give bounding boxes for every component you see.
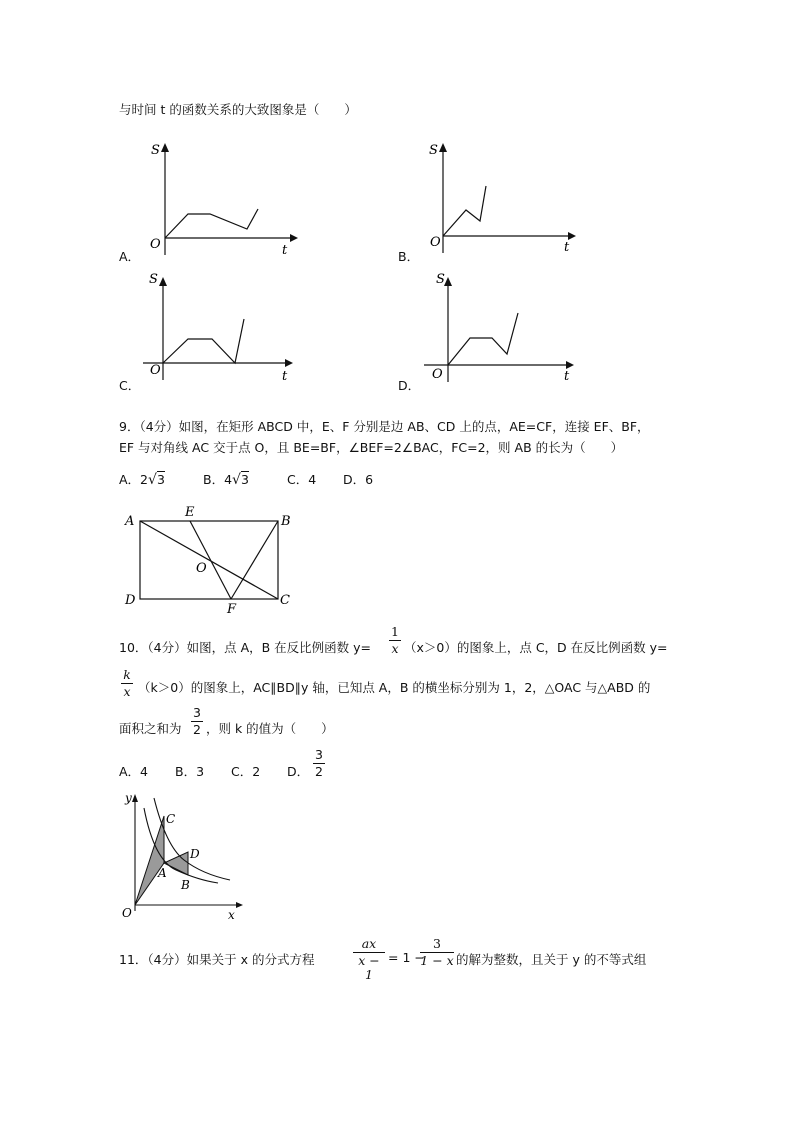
label-b: B: [281, 514, 291, 529]
axis-x-label: t: [282, 243, 288, 258]
q10-option-a: A．4: [119, 764, 149, 779]
option-label-c: C．: [119, 378, 141, 393]
option-label-a: A．: [119, 249, 141, 264]
label-b: B: [181, 878, 190, 892]
option-label-d: D．: [398, 378, 421, 393]
q10-option-b: B．3: [175, 764, 205, 779]
fraction-3-over-2: 3 2: [191, 706, 203, 737]
fraction-3-over-1-minus-x: 3 1 − x: [420, 936, 454, 968]
axis-y-label: S: [429, 143, 438, 158]
segment-ef: [190, 521, 231, 599]
origin-label: O: [432, 367, 443, 382]
q10-line-3-pre: 面积之和为: [119, 721, 182, 736]
fraction-ax-over-x-minus-1: ax x − 1: [353, 937, 385, 982]
origin-label: O: [150, 237, 161, 252]
label-e: E: [185, 505, 195, 520]
y-axis-arrow: [439, 143, 447, 152]
x-axis-arrow: [566, 361, 574, 369]
diagonal-ac: [140, 521, 278, 599]
label-c: C: [166, 812, 176, 826]
q9-option-b: B．4√3: [203, 472, 249, 488]
q10-line-1-post: （x＞0）的图象上，点 C，D 在反比例函数 y=: [404, 640, 668, 655]
q10-option-d-fraction: 3 2: [313, 748, 325, 779]
q10-option-c: C．2: [231, 764, 261, 779]
label-o: O: [122, 906, 132, 920]
axis-y-label: S: [149, 272, 158, 287]
segment-bf: [231, 521, 278, 599]
x-axis-arrow: [290, 234, 298, 242]
q9-option-a: A．2√3: [119, 472, 165, 488]
label-d: D: [125, 593, 136, 608]
graph-curve: [448, 313, 518, 365]
graph-option-a: [140, 140, 300, 265]
label-y: y: [125, 791, 132, 805]
q10-option-d: D．: [287, 764, 310, 779]
fraction-k-over-x: k x: [121, 668, 133, 699]
origin-label: O: [150, 363, 161, 378]
q11-text-pre: 11．（4分）如果关于 x 的分式方程: [119, 952, 315, 967]
q11-equation-mid: = 1 −: [388, 950, 425, 965]
x-axis-arrow: [285, 359, 293, 367]
graph-option-b: [418, 140, 578, 265]
label-a: A: [158, 866, 167, 880]
question-intro-line: 与时间 t 的函数关系的大致图象是（ ）: [119, 102, 357, 117]
rectangle-figure: [118, 500, 308, 620]
graph-curve: [443, 186, 486, 236]
y-axis-arrow: [132, 794, 138, 802]
y-axis-arrow: [161, 143, 169, 152]
label-o: O: [196, 561, 207, 576]
y-axis-arrow: [159, 277, 167, 286]
axis-x-label: t: [282, 369, 288, 384]
label-c: C: [280, 593, 290, 608]
q9-line-2: EF 与对角线 AC 交于点 O，且 BE=BF，∠BEF=2∠BAC，FC=2，则 AB 的长为（ ）: [119, 440, 624, 455]
q11-text-post: 的解为整数，且关于 y 的不等式组: [456, 952, 647, 967]
q9-option-d: D．6: [343, 472, 374, 487]
hyperbola-figure: [118, 788, 248, 923]
y-axis-arrow: [444, 277, 452, 286]
q10-line-3-post: ，则 k 的值为（ ）: [206, 721, 334, 736]
label-a: A: [125, 514, 135, 529]
label-f: F: [227, 602, 237, 617]
option-label-b: B．: [398, 249, 420, 264]
axis-y-label: S: [436, 272, 445, 287]
q10-line-2: （k＞0）的图象上，AC∥BD∥y 轴，已知点 A，B 的横坐标分别为 1，2，△OAC 与△ABD 的: [138, 680, 651, 695]
q10-line-1-pre: 10．（4分）如图，点 A，B 在反比例函数 y=: [119, 640, 372, 655]
x-axis-arrow: [568, 232, 576, 240]
graph-option-d: [418, 268, 578, 393]
graph-curve: [163, 319, 244, 363]
graph-option-c: [140, 268, 300, 393]
axis-x-label: t: [564, 369, 570, 384]
label-x: x: [228, 908, 235, 922]
graph-curve: [165, 209, 258, 238]
axis-x-label: t: [564, 240, 570, 255]
origin-label: O: [430, 235, 441, 250]
q9-option-c: C．4: [287, 472, 317, 487]
axis-y-label: S: [151, 143, 160, 158]
x-axis-arrow: [236, 902, 243, 908]
fraction-1-over-x: 1 x: [389, 625, 401, 656]
label-d: D: [190, 847, 200, 861]
q9-line-1: 9．（4分）如图，在矩形 ABCD 中，E、F 分别是边 AB、CD 上的点，AE=CF，连接 EF、BF，: [119, 419, 650, 434]
